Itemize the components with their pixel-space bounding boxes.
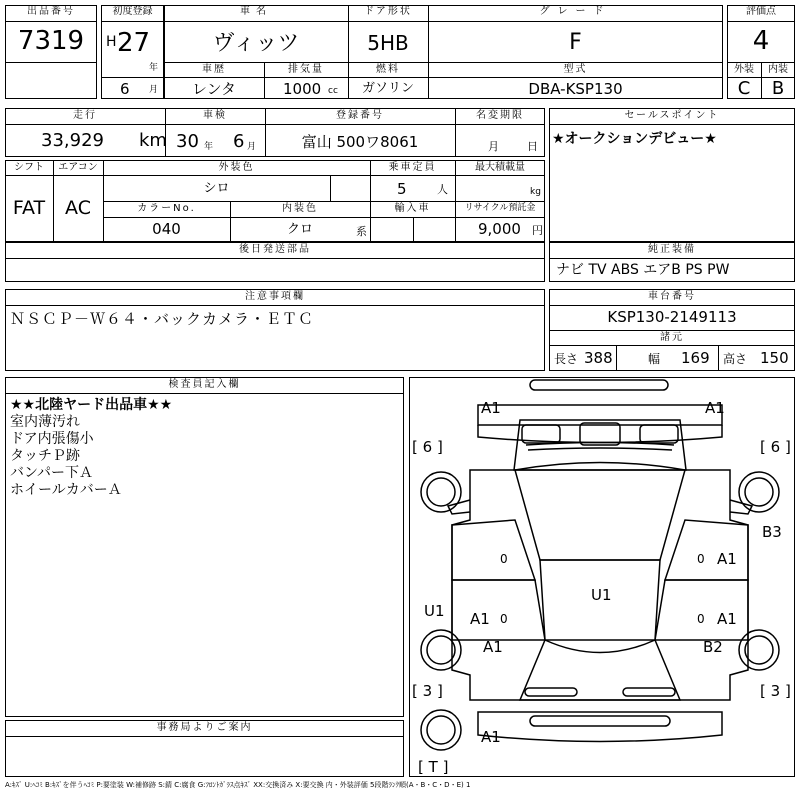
width: 169 (681, 349, 710, 367)
inspector-line: ドア内張傷小 (10, 431, 94, 447)
notes-text: ＮＳＣＰ－Ｗ６４・バックカメラ・ＥＴＣ (10, 310, 315, 328)
displacement-unit: cc (328, 86, 338, 96)
name-change-label: 名変期限 (476, 110, 524, 121)
height: 150 (760, 349, 789, 367)
notes-label: 注意事項欄 (245, 291, 305, 302)
damage-right-fender: B3 (762, 523, 782, 541)
door-type: 5HB (367, 31, 409, 55)
height-label: 高さ (723, 352, 748, 366)
damage-legend: A:ｷｽﾞ U:ﾍｺﾐ B:ｷｽﾞを伴うﾍｺﾐ P:要塗装 W:補修跡 S:錆 C:腐食 G:ﾌﾛﾝﾄｶﾞﾗｽ点ｷｽﾞ XX:交換済み X:要交換 内・外装評価 5段階ﾗﾝｸ順(A・B・C・D・E) 1 (5, 781, 471, 789)
hood-edge (478, 425, 722, 443)
grade-label: グレード (539, 6, 612, 17)
chassis-label: 車台番号 (648, 291, 696, 302)
rear-window (520, 640, 680, 700)
tire-front-left: [ 6 ] (412, 438, 443, 456)
shift-label: シフト (14, 162, 44, 173)
inspection-month-unit: 月 (247, 142, 257, 152)
mileage: 33,929 (41, 130, 104, 151)
history: レンタ (191, 80, 237, 98)
inspection-year: 30 (176, 131, 199, 152)
era: H (106, 34, 117, 50)
displacement: 1000 (283, 80, 322, 98)
inspection-label: 車検 (203, 110, 227, 121)
exterior-grade: C (737, 78, 751, 99)
reg-month: 6 (120, 80, 130, 98)
first-reg-label: 初度登録 (112, 6, 153, 17)
width-label: 幅 (648, 352, 661, 366)
inspector-line: バンパー下Ａ (10, 465, 94, 481)
inspection-month: 6 (233, 131, 245, 152)
equipment-list: ナビ TV ABS エアB PS PW (556, 262, 730, 278)
rear-left-door (452, 580, 545, 640)
tire-rear-right-value: 3 (770, 682, 781, 700)
import-label: 輸入車 (394, 203, 431, 214)
tire-front-left-value: 6 (422, 438, 433, 456)
tire-rear-left: [ 3 ] (412, 682, 443, 700)
plate-number: 富山 500ワ8061 (301, 133, 419, 151)
spare-tire-value: T (428, 758, 438, 776)
ac-label: エアコン (58, 162, 98, 173)
tire-front-right: [ 6 ] (760, 438, 791, 456)
windshield (515, 463, 685, 561)
interior-color-unit: 系 (356, 225, 367, 238)
tire-rear-right: [ 3 ] (760, 682, 791, 700)
name-change-day: 日 (527, 140, 538, 153)
exterior-grade-label: 外装 (734, 64, 754, 75)
front-right-door-mark: 0 (697, 552, 705, 566)
exterior-color: シロ (203, 181, 230, 196)
sales-point: ★オークションデビュー★ (552, 131, 717, 147)
inspector-line: ★★北陸ヤード出品車★★ (10, 397, 173, 413)
mileage-label: 走行 (73, 110, 97, 121)
reg-year: 27 (117, 28, 151, 58)
damage-roof: U1 (591, 586, 612, 604)
overall-score: 4 (752, 26, 770, 56)
inspector-line: ホイールカバーＡ (10, 482, 122, 498)
year-unit: 年 (149, 63, 159, 73)
inspection-year-unit: 年 (204, 142, 214, 152)
mileage-unit: km (139, 130, 167, 151)
max-load-label: 最大積載量 (475, 162, 525, 173)
tire-rear-left-value: 3 (422, 682, 433, 700)
interior-grade: B (771, 78, 785, 99)
damage-front-right: A1 (705, 399, 725, 417)
interior-grade-label: 内装 (768, 64, 788, 75)
front-bumper (478, 405, 722, 425)
score-label: 評価点 (746, 6, 776, 17)
capacity-label: 乗車定員 (388, 162, 437, 173)
office-label: 事務局よりご案内 (156, 722, 253, 733)
model-type: DBA-KSP130 (528, 80, 623, 98)
tire-front-right-value: 6 (770, 438, 781, 456)
name-change-month: 月 (488, 140, 499, 153)
lot-number: 7319 (17, 26, 85, 56)
capacity-unit: 人 (437, 183, 448, 196)
ac: AC (65, 197, 91, 219)
recycle-fee: 9,000 (478, 220, 521, 238)
recycle-label: リサイクル預託金 (464, 203, 536, 213)
damage-rear-left-door: A1 (470, 610, 490, 628)
later-parts-label: 後日発送部品 (239, 244, 311, 255)
rear-right-door-mark: 0 (697, 612, 705, 626)
damage-left-sill: U1 (424, 602, 445, 620)
damage-rear-right-door: A1 (717, 610, 737, 628)
fuel: ガソリン (361, 81, 414, 96)
length: 388 (584, 349, 613, 367)
model-name: ヴィッツ (212, 31, 300, 56)
shift: FAT (12, 197, 46, 219)
sales-point-label: セールスポイント (624, 110, 720, 121)
color-no-label: カラーNo. (137, 203, 196, 214)
rear-left-door-mark: 0 (500, 612, 508, 626)
door-label: ドア形状 (364, 6, 412, 17)
max-load-unit: kg (530, 187, 541, 197)
history-label: 車歴 (202, 64, 226, 75)
front-left-door-mark: 0 (500, 552, 508, 566)
color-no: 040 (152, 220, 181, 238)
damage-rear-left-fender: A1 (483, 638, 503, 656)
spare-tire-label: [ T ] (418, 758, 449, 776)
month-unit: 月 (149, 85, 159, 95)
capacity: 5 (397, 180, 407, 198)
inspector-label: 検査員記入欄 (168, 379, 241, 390)
front-bumper-outline (530, 380, 668, 390)
lot-label: 出品番号 (27, 6, 75, 17)
equipment-label: 純正装備 (648, 244, 696, 255)
dims-label: 諸元 (660, 332, 684, 343)
type-label: 型式 (563, 64, 588, 75)
damage-rear-right-fender: B2 (703, 638, 723, 656)
front-left-door (452, 520, 535, 580)
inspector-line: 室内薄汚れ (10, 414, 80, 430)
fuel-label: 燃料 (376, 64, 400, 75)
damage-front-right-door: A1 (717, 550, 737, 568)
exterior-color-label: 外装色 (218, 162, 255, 173)
length-label: 長さ (554, 352, 579, 366)
damage-rear-bumper: A1 (481, 728, 501, 746)
body-outline (452, 470, 748, 700)
grade: F (569, 30, 582, 55)
model-label: 車名 (240, 6, 272, 17)
plate-label: 登録番号 (336, 110, 384, 121)
chassis-number: KSP130-2149113 (607, 308, 737, 326)
interior-color-label: 内装色 (282, 203, 318, 214)
recycle-unit: 円 (532, 224, 543, 237)
damage-front-left: A1 (481, 399, 501, 417)
inspector-line: タッチＰ跡 (10, 448, 80, 464)
interior-color: クロ (286, 222, 313, 237)
displacement-label: 排気量 (288, 64, 324, 75)
